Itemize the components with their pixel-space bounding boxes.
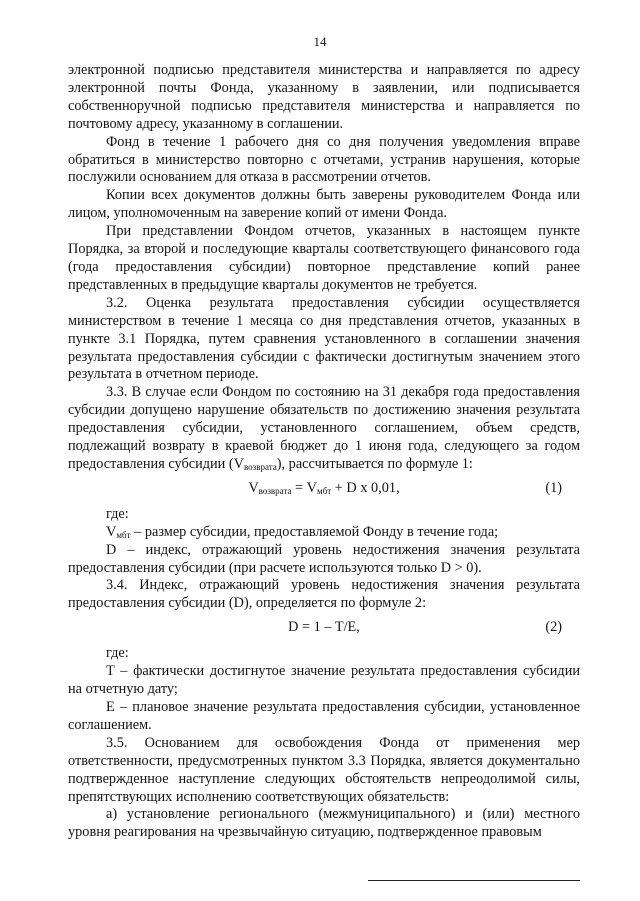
paragraph-continuation: электронной подписью представителя министерства и направляется по адресу электронной почты Фонда, указанному в заявлении, или подписывается собственноручной подписью представителя министерства и направляется по почтовому адресу, указанному в соглашении. xyxy=(68,62,580,132)
page-number: 14 xyxy=(313,34,327,49)
paragraph-3-3: 3.3. В случае если Фондом по состоянию на 31 декабря года предоставления субсидии допущено нарушение обязательств по достижению значения результата предоставления субсидии, установленного соглашением, объем средств, подлежащий возврату в краевой бюджет до 1 июня года, следующего за годом предоставления субсидии $(V_{возврата})$, рассчитывается по формуле 1: xyxy=(68,384,580,472)
formula-2-number: (2) xyxy=(545,619,562,636)
paragraph-resubmission: Фонд в течение 1 рабочего дня со дня получения уведомления вправе обратиться в министерство повторно с отчетами, устранив нарушения, которые послужили основанием для отказа в рассмотрении отчетов. xyxy=(68,133,580,186)
paragraph-3-4: 3.4. Индекс, отражающий уровень недостижения значения результата предоставления субсидии (D), определяется по формуле 2: xyxy=(68,577,580,612)
definition-d: D – индекс, отражающий уровень недостижения значения результата предоставления субсидии (при расчете используются только D > 0). xyxy=(68,541,580,576)
definition-v-mbt: $V_{мбт}$ – размер субсидии, предоставляемой Фонду в течение года; xyxy=(106,523,499,540)
paragraph-copies: Копии всех документов должны быть заверены руководителем Фонда или лицом, уполномоченным на заверение копий от имени Фонда. xyxy=(68,187,580,222)
definition-e: E – плановое значение результата предоставления субсидии, установленное соглашением. xyxy=(68,699,580,733)
paragraph-quarterly-reports: При представлении Фондом отчетов, указанных в настоящем пункте Порядка, за второй и последующие кварталы соответствующего финансового года (года предоставления субсидии) повторное представление копий ранее представленных в предыдущие кварталы документов не требуется. xyxy=(68,223,580,293)
formula-1-number: (1) xyxy=(545,479,562,496)
formula-2-expression: D = 1 – T/E, xyxy=(288,619,360,636)
formula-1-expression: $V_{возврата} = V_{мбт} + D$ x 0,01, xyxy=(248,479,400,496)
definition-t: T – фактически достигнутое значение результата предоставления субсидии на отчетную дату; xyxy=(68,663,580,698)
where-label-2: где: xyxy=(106,645,129,662)
paragraph-3-5-a: а) установление регионального (межмуниципального) и (или) местного уровня реагирования на чрезвычайную ситуацию, подтвержденное правовым xyxy=(68,806,580,841)
body-text xyxy=(68,62,580,842)
formula-1 xyxy=(68,478,580,502)
paragraph-3-5: 3.5. Основанием для освобождения Фонда от применения мер ответственности, предусмотренных пунктом 3.3 Порядка, является документально подтвержденное наступление следующих обстоятельств непреодолимой силы, препятствующих исполнению соответствующих обязательств: xyxy=(68,734,580,805)
footer-rule xyxy=(368,880,580,882)
paragraph-3-2: 3.2. Оценка результата предоставления субсидии осуществляется министерством в течение 1 месяца со дня представления отчетов, указанных в пункте 3.1 Порядка, путем сравнения установленного в соглашении значения результата предоставления субсидии с фактически достигнутым значением этого результата в отчетном периоде. xyxy=(68,294,580,383)
where-label-1: где: xyxy=(106,505,129,522)
formula-2 xyxy=(68,617,580,641)
